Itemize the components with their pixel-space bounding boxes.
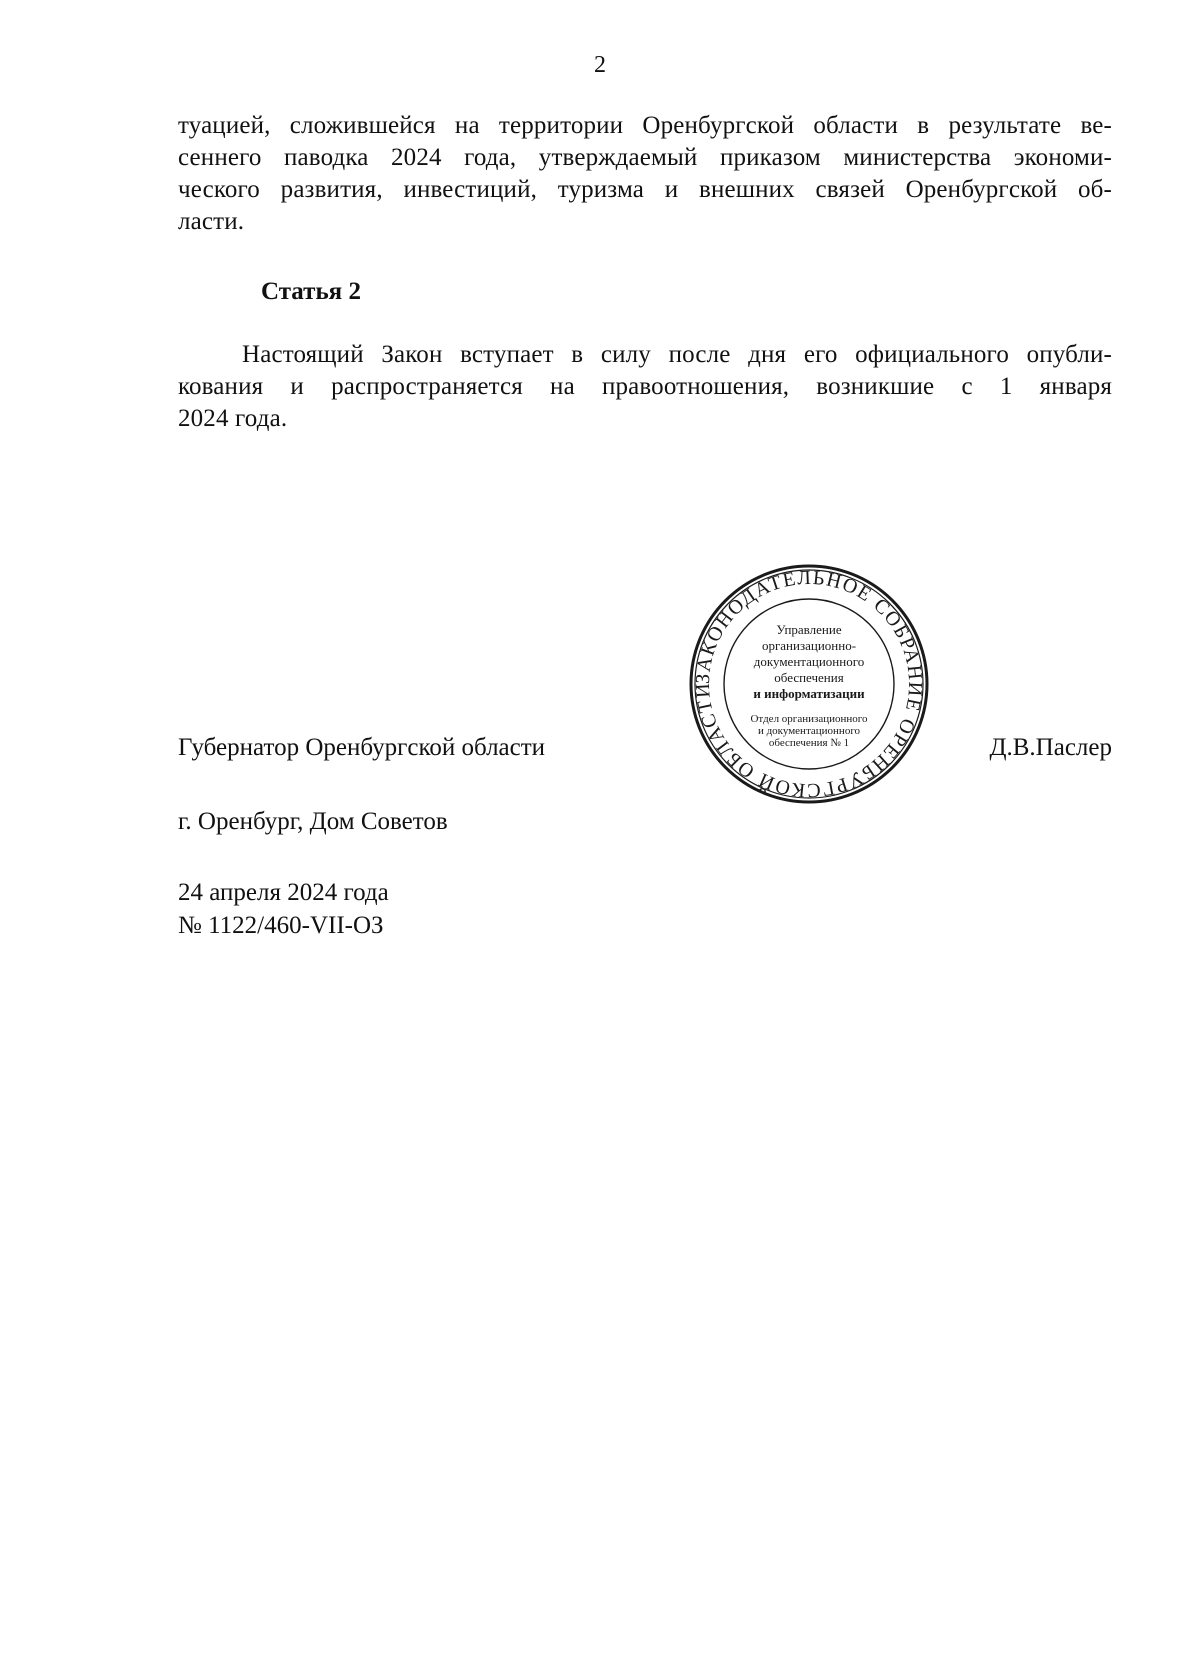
seal-department-line: Отдел организационного bbox=[750, 713, 868, 725]
seal-inner-line: обеспечения bbox=[774, 670, 844, 685]
paragraph-line: ласти. bbox=[178, 208, 245, 235]
signing-date: 24 апреля 2024 года bbox=[178, 879, 389, 906]
seal-inner-line: документационного bbox=[753, 654, 865, 669]
seal-department-line: обеспечения № 1 bbox=[768, 737, 850, 749]
page-number: 2 bbox=[594, 52, 606, 78]
paragraph-line: 2024 года. bbox=[178, 405, 288, 432]
signing-place: г. Оренбург, Дом Советов bbox=[178, 808, 448, 835]
seal-graphic bbox=[687, 562, 931, 806]
article-heading: Статья 2 bbox=[261, 278, 361, 305]
seal-inner-line: и информатизации bbox=[753, 686, 865, 701]
seal-outer-text: ЗАКОНОДАТЕЛЬНОЕ СОБРАНИЕ ОРЕНБУРГСКОЙ ОБЛАСТИ bbox=[691, 566, 927, 802]
paragraph-line: сеннего паводка 2024 года, утверждаемый приказом министерства экономи- bbox=[178, 144, 1112, 171]
signatory-name: Д.В.Паслер bbox=[989, 734, 1112, 761]
paragraph-line: туацией, сложившейся на территории Оренбургской области в результате ве- bbox=[178, 112, 1112, 139]
paragraph-line: кования и распространяется на правоотношения, возникшие с 1 января bbox=[178, 373, 1112, 400]
paragraph-line: ческого развития, инвестиций, туризма и внешних связей Оренбургской об- bbox=[178, 176, 1112, 203]
seal-department-line: и документационного bbox=[757, 725, 861, 737]
signatory-title: Губернатор Оренбургской области bbox=[178, 734, 546, 761]
paragraph-line: Настоящий Закон вступает в силу после дня его официального опубли- bbox=[242, 341, 1112, 368]
paragraph-article-2 bbox=[178, 339, 1112, 435]
seal-inner-line: Управление bbox=[776, 622, 842, 637]
seal-inner-line: организационно- bbox=[761, 638, 857, 653]
official-seal bbox=[687, 562, 931, 806]
law-number: № 1122/460-VII-ОЗ bbox=[178, 912, 384, 939]
paragraph-continuation bbox=[178, 110, 1112, 238]
